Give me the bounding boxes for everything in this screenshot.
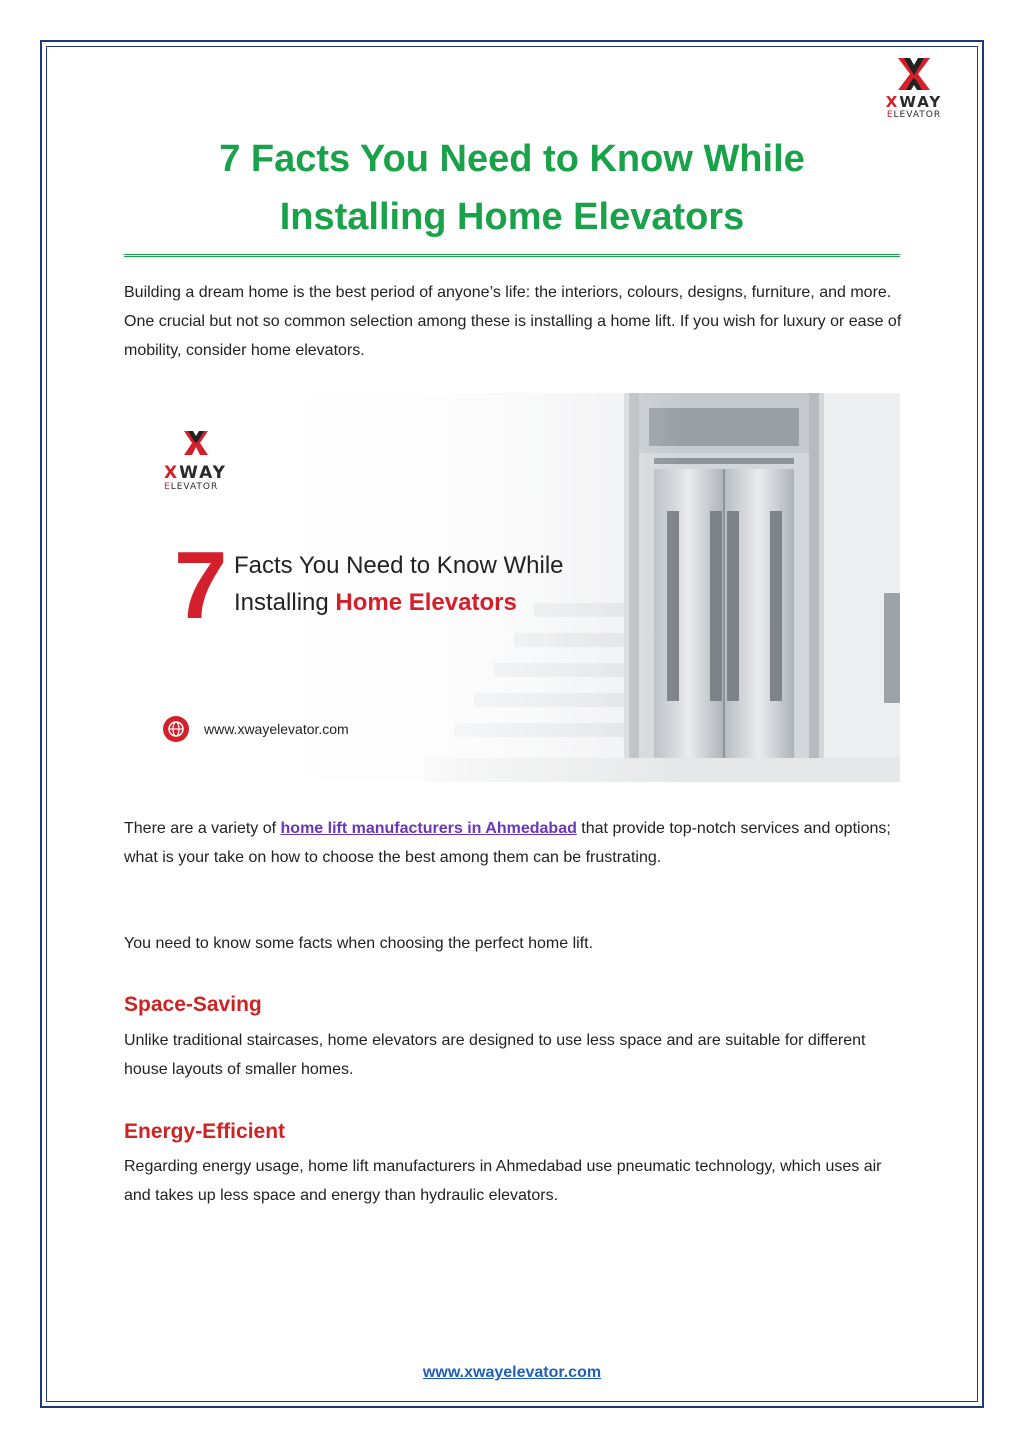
banner-website: www.xwayelevator.com [204, 721, 349, 737]
title-line-1: 7 Facts You Need to Know While [219, 138, 805, 180]
manufacturers-link[interactable]: home lift manufacturers in Ahmedabad [280, 820, 577, 837]
section-heading-space-saving: Space-Saving [124, 993, 262, 1016]
globe-icon [163, 716, 189, 742]
banner-line-2: Installing Home Elevators [234, 589, 517, 616]
intro-paragraph: Building a dream home is the best period of anyone’s life: the interiors, colours, designs, furniture, and more. One crucial but not so common selection among these is installing a home lift. If you wish for luxury or ease of mobility, consider home elevators. [124, 284, 902, 359]
banner-logo-sub: ELEVATOR [164, 482, 219, 492]
facts-intro-paragraph: You need to know some facts when choosing the perfect home lift. [124, 935, 594, 952]
logo-subword: ELEVATOR [886, 110, 942, 120]
footer-website-link[interactable]: www.xwayelevator.com [422, 1364, 602, 1381]
banner-logo-word: XWAY [164, 463, 227, 483]
banner-line-1: Facts You Need to Know While [234, 552, 564, 579]
banner-number: 7 [174, 532, 228, 639]
banner-illustration [124, 393, 900, 782]
manufacturers-paragraph: There are a variety of home lift manufacturers in Ahmedabad that provide top-notch services and options; what is your take on how to choose the best among them can be frustrating. [124, 820, 891, 866]
xway-logo [866, 56, 962, 126]
title-divider [124, 254, 900, 257]
section-heading-energy-efficient: Energy-Efficient [124, 1120, 286, 1143]
section-body-energy-efficient: Regarding energy usage, home lift manufacturers in Ahmedabad use pneumatic technology, which uses air and takes up less space and energy than hydraulic elevators. [124, 1158, 882, 1204]
page-title [124, 130, 900, 246]
section-body-space-saving: Unlike traditional staircases, home elevators are designed to use less space and are suitable for different house layouts of smaller homes. [124, 1032, 866, 1078]
banner-image [124, 393, 900, 782]
xway-logo-mark-icon [894, 56, 934, 92]
title-line-2: Installing Home Elevators [279, 196, 745, 238]
logo-wordmark: XWAY [885, 93, 943, 111]
